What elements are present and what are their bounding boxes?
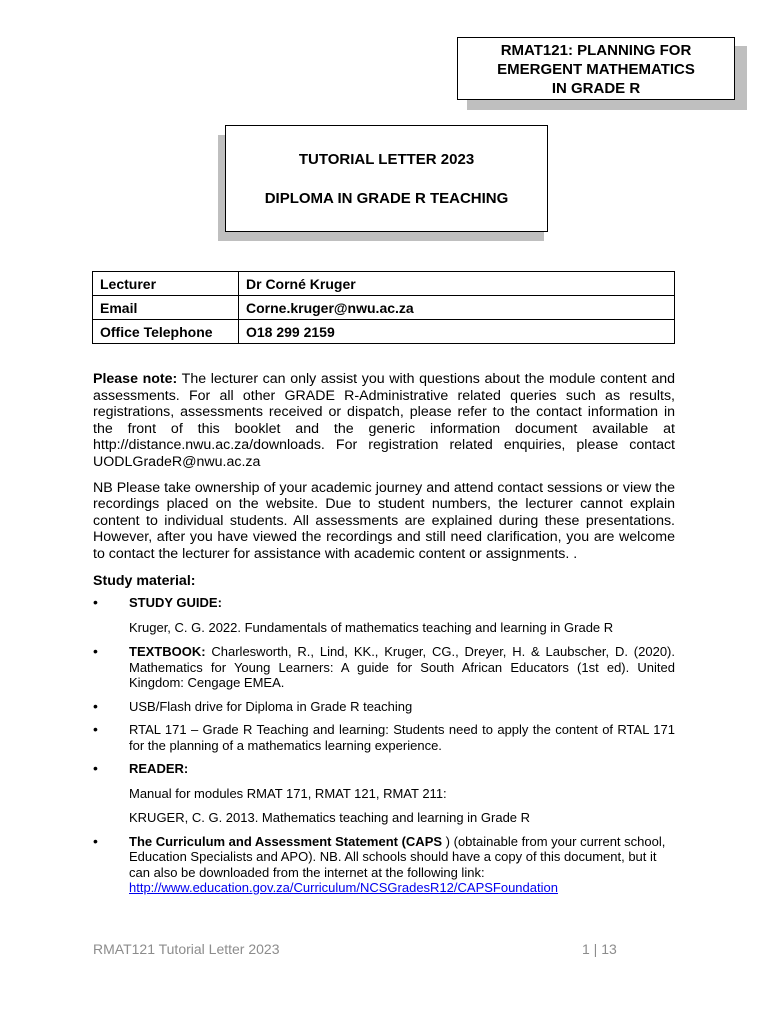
study-guide-label: STUDY GUIDE: bbox=[129, 595, 222, 611]
study-material-heading: Study material: bbox=[93, 572, 196, 589]
nb-paragraph: NB Please take ownership of your academic journey and attend contact sessions or view the recordings placed on the website. Due to student numbers, the lecturer cannot explain content to individual students. All assessments are explained during these presentations. However, after you have viewed the recordings and still need clarification, you are welcome to contact the lecturer for assistance with academic content or assignments. . bbox=[93, 479, 675, 562]
table-row bbox=[93, 320, 675, 344]
bullet-icon: • bbox=[93, 594, 98, 611]
list-item bbox=[93, 595, 675, 635]
module-code-line-1: RMAT121: PLANNING FOR bbox=[500, 42, 692, 59]
bullet-icon: • bbox=[93, 721, 98, 738]
module-code-line-2: EMERGENT MATHEMATICS bbox=[497, 61, 695, 78]
reader-label: READER: bbox=[129, 761, 189, 777]
email-label: Email bbox=[93, 296, 239, 320]
table-row bbox=[93, 296, 675, 320]
lecturer-value: Dr Corné Kruger bbox=[239, 272, 675, 296]
footer-title: RMAT121 Tutorial Letter 2023 bbox=[93, 941, 280, 957]
caps-link[interactable]: http://www.education.gov.za/Curriculum/NCSGradesR12/CAPSFoundation bbox=[129, 880, 558, 896]
bullet-icon: • bbox=[93, 643, 98, 660]
list-item bbox=[93, 644, 675, 691]
lecturer-label: Lecturer bbox=[93, 272, 239, 296]
please-note-label: Please note: bbox=[93, 371, 178, 387]
tutorial-title-box bbox=[225, 125, 548, 232]
list-item bbox=[93, 699, 675, 715]
please-note-text: The lecturer can only assist you with questions about the module content and assessments. For all other GRADE R-Administrative related queries such as results, registrations, assessments received or dispatch, please refer to the contact information in the front of this booklet and the generic information document available at http://distance.nwu.ac.za/downloads. For registration related enquiries, please contact UODLGradeR@nwu.ac.za bbox=[93, 371, 675, 470]
reader-line-1: Manual for modules RMAT 171, RMAT 121, RMAT 211: bbox=[129, 785, 447, 801]
telephone-label: Office Telephone bbox=[93, 320, 239, 344]
table-row bbox=[93, 272, 675, 296]
bullet-icon: • bbox=[93, 697, 98, 714]
caps-label: The Curriculum and Assessment Statement (CAPS bbox=[129, 833, 443, 849]
please-note-paragraph bbox=[93, 371, 675, 471]
textbook-label: TEXTBOOK: bbox=[129, 644, 206, 660]
list-item bbox=[93, 834, 675, 896]
page-number: 1 | 13 bbox=[582, 941, 617, 957]
diploma-title: DIPLOMA IN GRADE R TEACHING bbox=[264, 190, 509, 207]
tutorial-letter-title: TUTORIAL LETTER 2023 bbox=[298, 151, 475, 168]
rtal-text: RTAL 171 – Grade R Teaching and learning: Students need to apply the content of RTAL 171 for the planning of a mathematics learning experience. bbox=[129, 722, 675, 753]
module-code-box bbox=[457, 37, 735, 100]
study-guide-ref: Kruger, C. G. 2022. Fundamentals of mathematics teaching and learning in Grade R bbox=[129, 619, 614, 635]
caps-text: (obtainable from your current school, Education Specialists and APO). NB. All schools should have a copy of this document, but it can also be downloaded from the internet at the following link: bbox=[129, 833, 666, 880]
bullet-icon: • bbox=[93, 832, 98, 849]
module-code-line-3: IN GRADE R bbox=[551, 80, 641, 97]
textbook-text: Charlesworth, R., Lind, KK., Kruger, CG., Dreyer, H. & Laubscher, D. (2020). Mathematics for Young Learners: A guide for South African Educators (1st ed). United Kingdom: Cengage EMEA. bbox=[129, 644, 675, 691]
reader-line-2: KRUGER, C. G. 2013. Mathematics teaching and learning in Grade R bbox=[129, 810, 531, 826]
contact-table bbox=[92, 271, 675, 344]
telephone-value: O18 299 2159 bbox=[239, 320, 675, 344]
list-item bbox=[93, 722, 675, 753]
body-content bbox=[93, 371, 675, 896]
email-value[interactable]: Corne.kruger@nwu.ac.za bbox=[239, 296, 675, 320]
caps-label-end: ) bbox=[445, 833, 451, 849]
list-item bbox=[93, 761, 675, 826]
usb-text: USB/Flash drive for Diploma in Grade R teaching bbox=[129, 698, 413, 714]
study-material-list bbox=[93, 595, 675, 896]
bullet-icon: • bbox=[93, 760, 98, 777]
